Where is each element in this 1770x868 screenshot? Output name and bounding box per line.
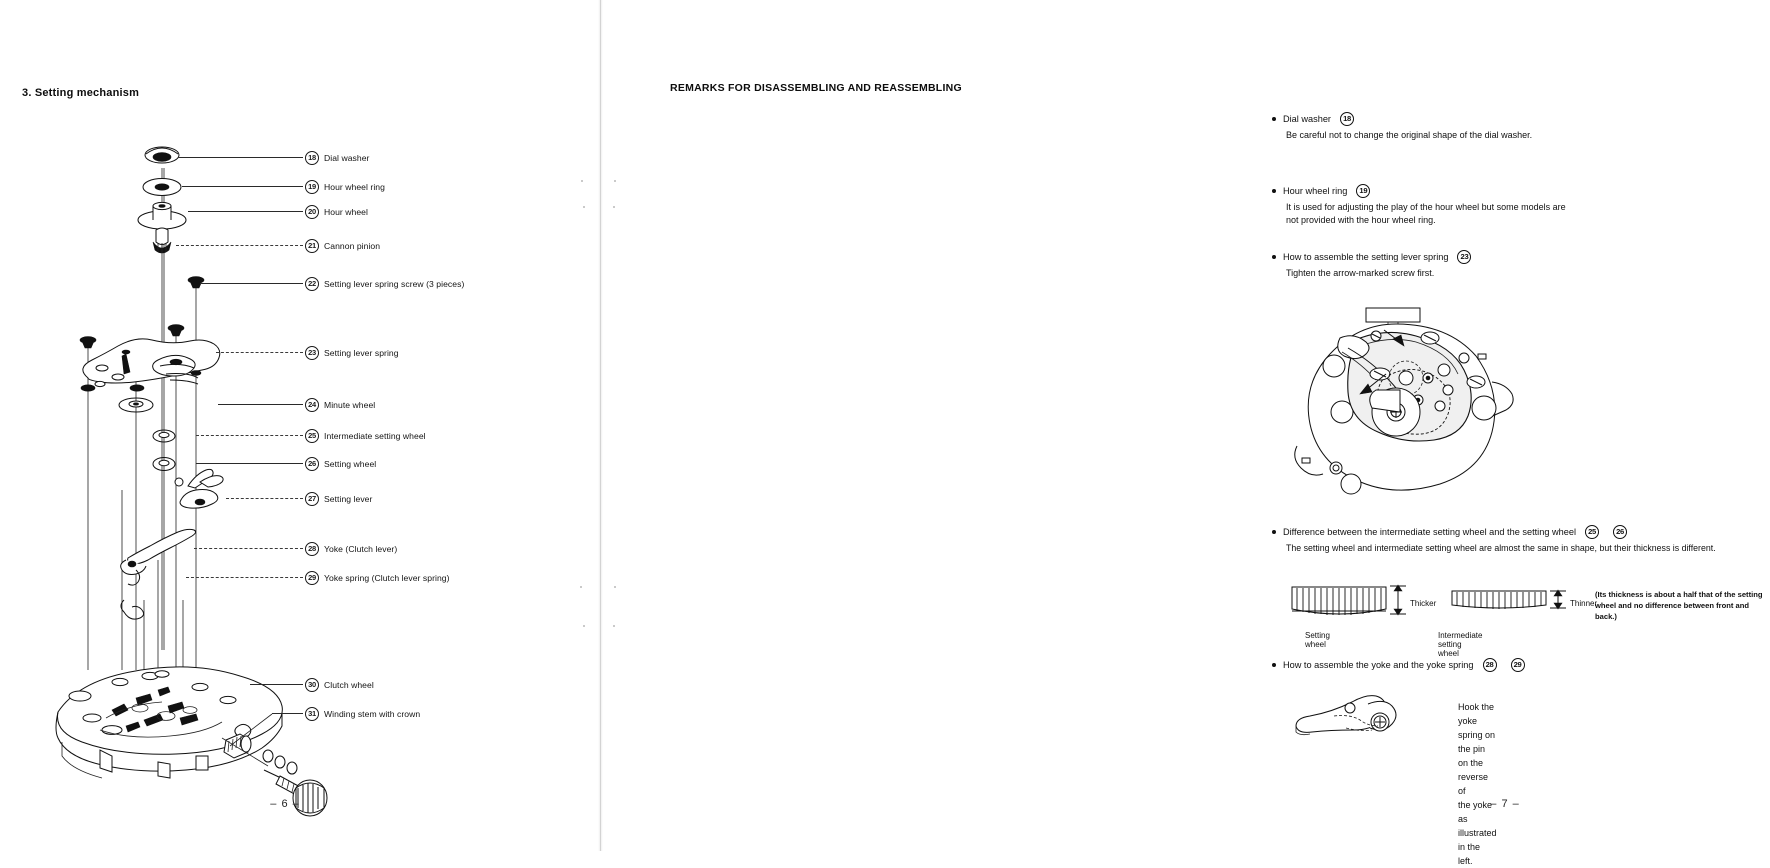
scan-speck bbox=[583, 206, 585, 208]
thinner-arrow-label: Thinner bbox=[1570, 599, 1598, 608]
part-label: Hour wheel ring bbox=[324, 182, 385, 192]
part-callout-clutch-wheel bbox=[305, 678, 374, 692]
leader-line bbox=[194, 548, 303, 549]
part-callout-yoke bbox=[305, 542, 397, 556]
remark-line: The setting wheel and intermediate setting wheel are almost the same in shape, but their thickness is different. bbox=[1286, 543, 1716, 553]
leader-line bbox=[200, 283, 303, 284]
part-label: Yoke (Clutch lever) bbox=[324, 544, 398, 554]
left-page bbox=[0, 0, 600, 851]
part-label: Hour wheel bbox=[324, 207, 368, 217]
remark-dial-washer bbox=[1272, 112, 1532, 142]
leader-line bbox=[176, 245, 303, 246]
remark-title: Hour wheel ring bbox=[1283, 186, 1348, 196]
setting-wheel-caption: Setting wheel bbox=[1305, 631, 1330, 649]
leader-line-crown bbox=[230, 712, 310, 752]
intermediate-setting-wheel-caption: Intermediate setting wheel bbox=[1438, 631, 1483, 658]
scan-speck bbox=[580, 586, 582, 588]
part-callout-setting-wheel bbox=[305, 457, 376, 471]
scan-speck bbox=[613, 206, 615, 208]
parts-callout-list bbox=[0, 0, 600, 851]
bullet-icon bbox=[1272, 530, 1276, 534]
page-gutter-shadow bbox=[598, 0, 603, 851]
thickness-comparison-figure bbox=[1290, 583, 1590, 638]
remark-wheel-difference bbox=[1272, 525, 1716, 555]
leader-line bbox=[178, 157, 303, 158]
part-number: 29 bbox=[305, 571, 319, 585]
part-callout-hour-wheel-ring bbox=[305, 180, 385, 194]
part-label: Winding stem with crown bbox=[324, 709, 421, 719]
part-label: Minute wheel bbox=[324, 400, 376, 410]
remark-hour-wheel-ring bbox=[1272, 184, 1566, 227]
part-number: 24 bbox=[305, 398, 319, 412]
scan-speck bbox=[613, 625, 615, 627]
bullet-icon bbox=[1272, 117, 1276, 121]
part-reference: 25 bbox=[1585, 525, 1599, 539]
part-number: 26 bbox=[305, 457, 319, 471]
remark-title: How to assemble the setting lever spring bbox=[1283, 252, 1449, 262]
part-callout-setting-lever-spring bbox=[305, 346, 399, 360]
thickness-note: (Its thickness is about a half that of the setting wheel and no difference between front and back.) bbox=[1595, 590, 1763, 621]
movement-illustration bbox=[1288, 308, 1528, 513]
scan-speck bbox=[614, 586, 616, 588]
part-callout-intermediate-setting-wheel bbox=[305, 429, 426, 443]
remark-line: Tighten the arrow-marked screw first. bbox=[1286, 268, 1435, 278]
part-reference-secondary: 29 bbox=[1511, 658, 1525, 672]
remark-setting-lever-spring bbox=[1272, 250, 1471, 280]
part-reference: 23 bbox=[1457, 250, 1471, 264]
bullet-icon bbox=[1272, 255, 1276, 259]
part-reference: 19 bbox=[1356, 184, 1370, 198]
scan-speck bbox=[581, 180, 583, 182]
part-reference: 18 bbox=[1340, 112, 1354, 126]
part-number: 20 bbox=[305, 205, 319, 219]
leader-line bbox=[188, 211, 303, 212]
part-label: Yoke spring (Clutch lever spring) bbox=[324, 573, 450, 583]
intermediate-setting-wheel-profile bbox=[1452, 591, 1546, 609]
part-callout-cannon-pinion bbox=[305, 239, 380, 253]
yoke-instruction-line: the yoke as illustrated in the left. bbox=[1458, 800, 1497, 866]
part-label: Setting wheel bbox=[324, 459, 377, 469]
yoke-instruction-line: Hook the yoke spring on the pin on the reverse of bbox=[1458, 702, 1496, 796]
remark-line: Be careful not to change the original shape of the dial washer. bbox=[1286, 130, 1533, 140]
part-callout-winding-stem bbox=[305, 707, 420, 721]
part-label: Intermediate setting wheel bbox=[324, 431, 426, 441]
leader-line bbox=[216, 352, 303, 353]
thicker-arrow-label: Thicker bbox=[1410, 599, 1437, 608]
page-title: 3. Setting mechanism bbox=[22, 87, 140, 99]
leader-line bbox=[196, 463, 303, 464]
remark-line: It is used for adjusting the play of the hour wheel but some models are bbox=[1286, 202, 1566, 212]
scan-speck bbox=[614, 180, 616, 182]
part-callout-dial-washer bbox=[305, 151, 369, 165]
thinner-dimension-arrow bbox=[1550, 590, 1566, 609]
remarks-heading: REMARKS FOR DISASSEMBLING AND REASSEMBLING bbox=[670, 82, 962, 94]
yoke-instruction-text bbox=[1458, 700, 1497, 868]
part-number: 25 bbox=[305, 429, 319, 443]
part-label: Cannon pinion bbox=[324, 241, 381, 251]
part-label: Setting lever spring bbox=[324, 348, 399, 358]
part-number: 28 bbox=[305, 542, 319, 556]
remark-title: Difference between the intermediate setting wheel and the setting wheel bbox=[1283, 527, 1576, 537]
part-number: 21 bbox=[305, 239, 319, 253]
part-number: 30 bbox=[305, 678, 319, 692]
part-number: 27 bbox=[305, 492, 319, 506]
leader-line bbox=[196, 435, 303, 436]
part-number: 23 bbox=[305, 346, 319, 360]
scan-speck bbox=[583, 625, 585, 627]
part-label: Dial washer bbox=[324, 153, 370, 163]
part-reference: 28 bbox=[1483, 658, 1497, 672]
part-callout-setting-lever bbox=[305, 492, 372, 506]
leader-line bbox=[226, 498, 303, 499]
bullet-icon bbox=[1272, 663, 1276, 667]
part-label: Setting lever bbox=[324, 494, 373, 504]
part-number: 31 bbox=[305, 707, 319, 721]
part-callout-yoke-spring bbox=[305, 571, 450, 585]
part-label: Setting lever spring screw (3 pieces) bbox=[324, 279, 465, 289]
part-callout-setting-lever-spring-screw bbox=[305, 277, 464, 291]
yoke-assembly-figure bbox=[1292, 692, 1437, 742]
part-number: 18 bbox=[305, 151, 319, 165]
folio-right: – 7 – bbox=[1490, 798, 1520, 810]
right-page bbox=[600, 0, 1763, 866]
part-number: 22 bbox=[305, 277, 319, 291]
bullet-icon bbox=[1272, 189, 1276, 193]
thicker-dimension-arrow bbox=[1390, 585, 1406, 615]
folio-left: – 6 – bbox=[270, 798, 300, 810]
part-callout-minute-wheel bbox=[305, 398, 375, 412]
leader-line bbox=[218, 404, 303, 405]
remark-title: Dial washer bbox=[1283, 114, 1331, 124]
setting-wheel-profile bbox=[1292, 587, 1386, 615]
leader-line bbox=[186, 577, 303, 578]
remark-line: not provided with the hour wheel ring. bbox=[1286, 215, 1436, 225]
leader-line bbox=[182, 186, 303, 187]
remark-title: How to assemble the yoke and the yoke spring bbox=[1283, 660, 1474, 670]
part-callout-hour-wheel bbox=[305, 205, 368, 219]
part-number: 19 bbox=[305, 180, 319, 194]
part-reference-secondary: 26 bbox=[1613, 525, 1627, 539]
remark-yoke-assembly bbox=[1272, 658, 1525, 672]
leader-line bbox=[250, 684, 303, 685]
part-label: Clutch wheel bbox=[324, 680, 374, 690]
